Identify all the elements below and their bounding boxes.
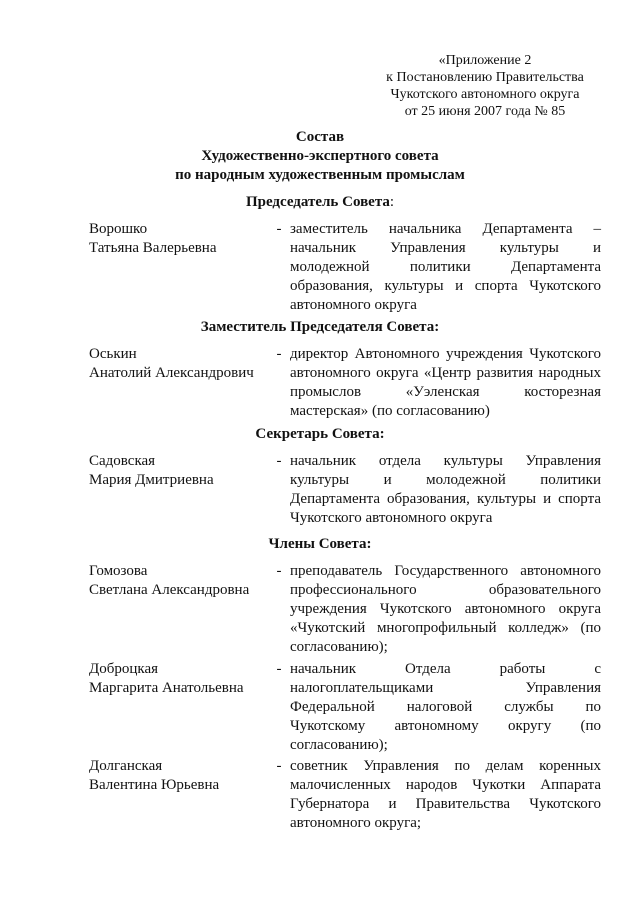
role-line: автономного округа «Центр развития народных (290, 365, 601, 381)
appendix-note (380, 52, 590, 120)
member-surname: Долганская (89, 758, 163, 774)
appendix-line: от 25 июня 2007 года № 85 (404, 104, 566, 119)
member-role (290, 562, 601, 657)
member-name (89, 345, 269, 383)
role-line: мастерская» (по согласованию) (290, 403, 490, 419)
member-surname: Доброцкая (89, 661, 159, 677)
member-role (290, 757, 601, 833)
role-line: образования, культуры и спорта Чукотского (290, 278, 601, 294)
member-given-names: Мария Дмитриевна (89, 472, 214, 488)
role-line: Чукотского автономного округа (290, 510, 493, 526)
role-line: советник Управления по делам коренных (290, 758, 601, 774)
section-heading-text: Члены Совета: (268, 536, 372, 552)
role-line: начальник Управления культуры и (290, 240, 601, 256)
role-line: «Чукотский многопрофильный колледж» (по (290, 620, 601, 636)
appendix-line: к Постановлению Правительства (386, 70, 584, 85)
role-line: промыслов «Уэленская косторезная (290, 384, 601, 400)
role-line: автономного округа; (290, 815, 422, 831)
member-name (89, 562, 269, 600)
role-line: Департамента образования, культуры и спорта (290, 491, 601, 507)
appendix-line: «Приложение 2 (438, 53, 532, 68)
member-name (89, 220, 269, 258)
role-line: начальник отдела культуры Управления (290, 453, 601, 469)
member-given-names: Светлана Александровна (89, 582, 250, 598)
member-entry (89, 562, 601, 662)
section-heading-deputy (0, 318, 640, 337)
section-heading-secretary (0, 425, 640, 444)
document-title (0, 128, 640, 185)
dash-separator: - (276, 563, 282, 579)
member-entry (89, 220, 601, 320)
member-name (89, 660, 269, 698)
section-heading-colon: : (389, 194, 395, 210)
role-line: учреждения Чукотского автономного округа (290, 601, 601, 617)
role-line: малочисленных народов Чукотки Аппарата (290, 777, 601, 793)
member-surname: Оськин (89, 346, 137, 362)
member-role (290, 660, 601, 755)
role-line: автономного округа (290, 297, 417, 313)
role-line: Чукотскому автономному округу (по (290, 718, 601, 734)
member-name (89, 757, 269, 795)
role-line: молодежной политики Департамента (290, 259, 601, 275)
member-name (89, 452, 269, 490)
member-entry (89, 660, 601, 760)
member-given-names: Анатолий Александрович (89, 365, 254, 381)
member-surname: Садовская (89, 453, 156, 469)
role-line: профессионального образовательного (290, 582, 601, 598)
appendix-line: Чукотского автономного округа (390, 87, 580, 102)
role-line: преподаватель Государственного автономного (290, 563, 601, 579)
member-given-names: Татьяна Валерьевна (89, 240, 217, 256)
section-heading-text: Заместитель Председателя Совета: (200, 319, 440, 335)
member-role (290, 220, 601, 315)
member-surname: Гомозова (89, 563, 148, 579)
member-surname: Ворошко (89, 221, 148, 237)
member-given-names: Маргарита Анатольевна (89, 680, 244, 696)
role-line: налогоплательщиками Управления (290, 680, 601, 696)
dash-separator: - (276, 453, 282, 469)
dash-separator: - (276, 661, 282, 677)
member-given-names: Валентина Юрьевна (89, 777, 220, 793)
section-heading-chairman (0, 193, 640, 212)
member-role (290, 452, 601, 528)
section-heading-text: Председатель Совета (245, 194, 390, 210)
dash-separator: - (276, 758, 282, 774)
role-line: культуры и молодежной политики (290, 472, 601, 488)
title-line: Состав (295, 129, 345, 145)
section-heading-text: Секретарь Совета: (255, 426, 385, 442)
dash-separator: - (276, 346, 282, 362)
member-entry (89, 757, 601, 857)
dash-separator: - (276, 221, 282, 237)
role-line: согласованию); (290, 639, 388, 655)
role-line: Федеральной налоговой службы по (290, 699, 601, 715)
role-line: Губернатора и Правительства Чукотского (290, 796, 601, 812)
member-role (290, 345, 601, 421)
role-line: начальник Отдела работы с (290, 661, 601, 677)
role-line: заместитель начальника Департамента – (290, 221, 601, 237)
role-line: директор Автономного учреждения Чукотского (290, 346, 601, 362)
section-heading-members (0, 535, 640, 554)
role-line: согласованию); (290, 737, 388, 753)
title-line: по народным художественным промыслам (175, 167, 465, 183)
title-line: Художественно-экспертного совета (201, 148, 439, 164)
